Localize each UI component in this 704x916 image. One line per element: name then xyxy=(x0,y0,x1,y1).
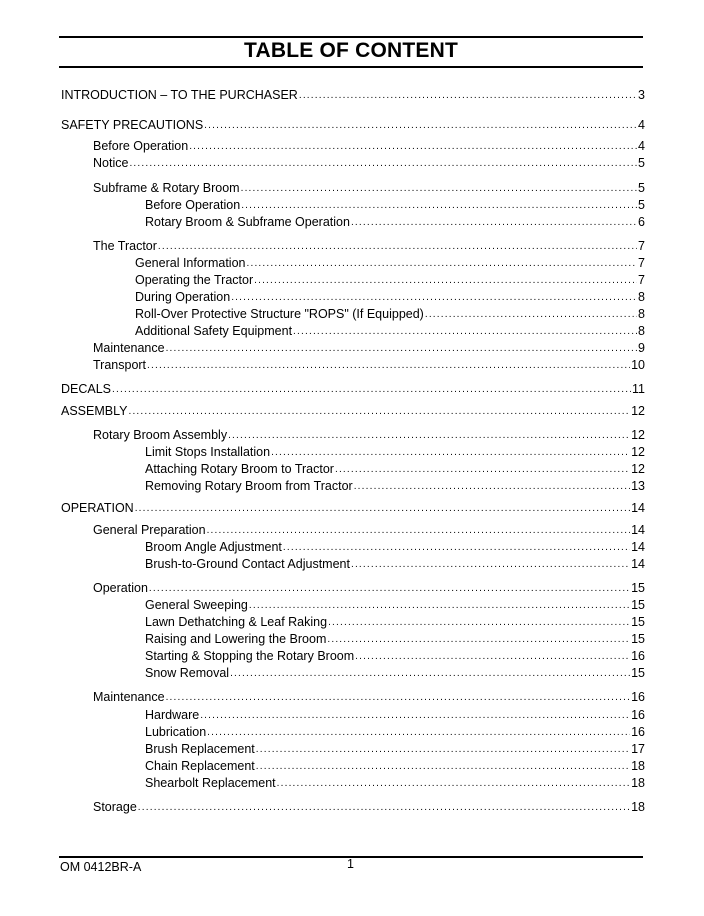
toc-entry-page: 8 xyxy=(638,290,645,304)
toc-entry[interactable] xyxy=(145,706,645,723)
title-underline xyxy=(59,66,643,68)
toc-entry-title: Hardware xyxy=(145,708,200,722)
dot-leader xyxy=(335,462,630,477)
toc-entry-page: 18 xyxy=(631,800,645,814)
toc-entry[interactable] xyxy=(61,499,645,516)
toc-entry-title: Brush-to-Ground Contact Adjustment xyxy=(145,557,350,571)
toc-entry-page: 15 xyxy=(631,666,645,680)
toc-entry-page: 14 xyxy=(631,501,645,515)
dot-leader xyxy=(254,273,637,288)
dot-leader xyxy=(354,479,630,494)
toc-entry[interactable] xyxy=(145,630,645,647)
toc-entry-title: Rotary Broom Assembly xyxy=(93,428,228,442)
toc-entry-title: OPERATION xyxy=(61,501,134,515)
toc-entry-title: Subframe & Rotary Broom xyxy=(93,181,240,195)
toc-entry[interactable] xyxy=(145,774,645,791)
toc-entry-title: General Information xyxy=(135,256,246,270)
toc-entry[interactable] xyxy=(145,460,645,477)
toc-entry-title: General Sweeping xyxy=(145,598,248,612)
toc-entry[interactable] xyxy=(135,271,645,288)
dot-leader xyxy=(158,239,637,254)
dot-leader xyxy=(256,742,630,757)
toc-entry[interactable] xyxy=(145,664,645,681)
toc-entry-page: 9 xyxy=(638,341,645,355)
toc-entry-page: 7 xyxy=(638,273,645,287)
toc-entry-page: 12 xyxy=(631,404,645,418)
toc-entry-page: 13 xyxy=(631,479,645,493)
dot-leader xyxy=(189,139,637,154)
toc-entry[interactable] xyxy=(145,555,645,572)
toc-entry-page: 14 xyxy=(631,523,645,537)
toc-entry[interactable] xyxy=(93,426,645,443)
toc-entry[interactable] xyxy=(135,254,645,271)
toc-entry-title: Shearbolt Replacement xyxy=(145,776,276,790)
toc-entry-title: ASSEMBLY xyxy=(61,404,128,418)
toc-entry-title: Maintenance xyxy=(93,690,165,704)
toc-entry-title: Lawn Dethatching & Leaf Raking xyxy=(145,615,328,629)
toc-entry[interactable] xyxy=(135,288,645,305)
dot-leader xyxy=(299,88,637,103)
toc-entry[interactable] xyxy=(135,322,645,339)
toc-entry-page: 4 xyxy=(638,139,645,153)
toc-entry-page: 17 xyxy=(631,742,645,756)
toc-entry-title: Limit Stops Installation xyxy=(145,445,271,459)
dot-leader xyxy=(327,632,630,647)
toc-entry-page: 15 xyxy=(631,581,645,595)
toc-entry[interactable] xyxy=(61,86,645,103)
toc-entry-page: 14 xyxy=(631,540,645,554)
toc-entry-title: Operation xyxy=(93,581,148,595)
toc-entry-title: Attaching Rotary Broom to Tractor xyxy=(145,462,334,476)
toc-entry-page: 14 xyxy=(631,557,645,571)
toc-entry-title: Storage xyxy=(93,800,137,814)
toc-entry-title: Operating the Tractor xyxy=(135,273,254,287)
toc-entry-page: 3 xyxy=(638,88,645,102)
dot-leader xyxy=(128,404,630,419)
dot-leader xyxy=(166,341,637,356)
dot-leader xyxy=(256,759,630,774)
toc-entry-page: 12 xyxy=(631,445,645,459)
dot-leader xyxy=(207,725,630,740)
toc-entry-title: Roll-Over Protective Structure "ROPS" (If Equipped) xyxy=(135,307,424,321)
toc-entry[interactable] xyxy=(61,380,645,397)
toc-entry[interactable] xyxy=(145,477,645,494)
toc-entry-title: DECALS xyxy=(61,382,112,396)
toc-entry-title: Brush Replacement xyxy=(145,742,255,756)
dot-leader xyxy=(328,615,630,630)
dot-leader xyxy=(351,557,630,572)
toc-entry-title: Chain Replacement xyxy=(145,759,255,773)
toc-entry-title: The Tractor xyxy=(93,239,157,253)
toc-entry-title: Broom Angle Adjustment xyxy=(145,540,282,554)
toc-entry[interactable] xyxy=(93,521,645,538)
toc-entry[interactable] xyxy=(93,237,645,254)
toc-entry-page: 10 xyxy=(631,358,645,372)
dot-leader xyxy=(138,800,630,815)
toc-entry-title: During Operation xyxy=(135,290,231,304)
toc-entry-title: SAFETY PRECAUTIONS xyxy=(61,118,204,132)
toc-entry-page: 18 xyxy=(631,759,645,773)
toc-entry[interactable] xyxy=(93,137,645,154)
toc-entry-page: 5 xyxy=(638,156,645,170)
toc-entry-page: 16 xyxy=(631,690,645,704)
toc-entry-page: 15 xyxy=(631,598,645,612)
toc-entry[interactable] xyxy=(93,798,645,815)
toc-entry-page: 18 xyxy=(631,776,645,790)
toc-entry[interactable] xyxy=(145,538,645,555)
page-number: 1 xyxy=(347,857,354,871)
dot-leader xyxy=(355,649,630,664)
toc-entry-title: Rotary Broom & Subframe Operation xyxy=(145,215,350,229)
toc-entry-page: 8 xyxy=(638,307,645,321)
toc-entry-page: 15 xyxy=(631,615,645,629)
dot-leader xyxy=(277,776,630,791)
dot-leader xyxy=(231,290,637,305)
toc-entry[interactable] xyxy=(93,688,645,705)
toc-entry[interactable] xyxy=(93,154,645,171)
dot-leader xyxy=(204,118,637,133)
toc-entry-title: Before Operation xyxy=(145,198,241,212)
toc-entry[interactable] xyxy=(145,596,645,613)
toc-entry[interactable] xyxy=(93,579,645,596)
top-rule xyxy=(59,36,643,38)
page-title: TABLE OF CONTENT xyxy=(244,39,458,62)
toc-entry[interactable] xyxy=(93,339,645,356)
toc-entry-page: 5 xyxy=(638,181,645,195)
toc-entry-title: Maintenance xyxy=(93,341,165,355)
dot-leader xyxy=(112,382,631,397)
dot-leader xyxy=(147,358,630,373)
toc-entry-page: 11 xyxy=(632,382,645,396)
dot-leader xyxy=(425,307,637,322)
dot-leader xyxy=(207,523,631,538)
dot-leader xyxy=(228,428,630,443)
toc-entry-title: INTRODUCTION – TO THE PURCHASER xyxy=(61,88,298,102)
toc-entry-page: 12 xyxy=(631,428,645,442)
toc-entry-title: Lubrication xyxy=(145,725,207,739)
toc-entry-page: 16 xyxy=(631,725,645,739)
dot-leader xyxy=(200,708,630,723)
toc-entry[interactable] xyxy=(145,443,645,460)
dot-leader xyxy=(129,156,637,171)
toc-entry-title: Before Operation xyxy=(93,139,189,153)
dot-leader xyxy=(149,581,630,596)
document-id: OM 0412BR-A xyxy=(60,860,142,874)
toc-entry-title: Additional Safety Equipment xyxy=(135,324,293,338)
toc-entry-title: Removing Rotary Broom from Tractor xyxy=(145,479,353,493)
dot-leader xyxy=(249,598,630,613)
toc-entry-title: Transport xyxy=(93,358,147,372)
dot-leader xyxy=(166,690,631,705)
toc-entry-page: 15 xyxy=(631,632,645,646)
toc-entry[interactable] xyxy=(61,402,645,419)
toc-entry[interactable] xyxy=(145,196,645,213)
toc-entry-page: 12 xyxy=(631,462,645,476)
toc-entry[interactable] xyxy=(145,740,645,757)
toc-entry-title: General Preparation xyxy=(93,523,206,537)
dot-leader xyxy=(283,540,630,555)
toc-entry[interactable] xyxy=(135,305,645,322)
dot-leader xyxy=(293,324,637,339)
toc-entry-title: Starting & Stopping the Rotary Broom xyxy=(145,649,355,663)
toc-entry[interactable] xyxy=(145,613,645,630)
toc-entry[interactable] xyxy=(61,116,645,133)
toc-entry-page: 16 xyxy=(631,649,645,663)
toc-entry[interactable] xyxy=(145,723,645,740)
dot-leader xyxy=(246,256,637,271)
dot-leader xyxy=(230,666,630,681)
toc-entry-page: 7 xyxy=(638,239,645,253)
dot-leader xyxy=(241,198,637,213)
toc-entry-page: 7 xyxy=(638,256,645,270)
toc-entry-title: Snow Removal xyxy=(145,666,230,680)
toc-entry-page: 16 xyxy=(631,708,645,722)
dot-leader xyxy=(271,445,630,460)
dot-leader xyxy=(241,181,637,196)
toc-entry-page: 4 xyxy=(638,118,645,132)
toc-entry-page: 8 xyxy=(638,324,645,338)
toc-entry-title: Raising and Lowering the Broom xyxy=(145,632,327,646)
toc-entry-page: 5 xyxy=(638,198,645,212)
dot-leader xyxy=(135,501,630,516)
toc-entry[interactable] xyxy=(93,179,645,196)
toc-entry[interactable] xyxy=(145,647,645,664)
toc-entry[interactable] xyxy=(145,213,645,230)
toc-entry-title: Notice xyxy=(93,156,129,170)
toc-entry-page: 6 xyxy=(638,215,645,229)
toc-entry[interactable] xyxy=(145,757,645,774)
dot-leader xyxy=(351,215,637,230)
toc-entry[interactable] xyxy=(93,356,645,373)
